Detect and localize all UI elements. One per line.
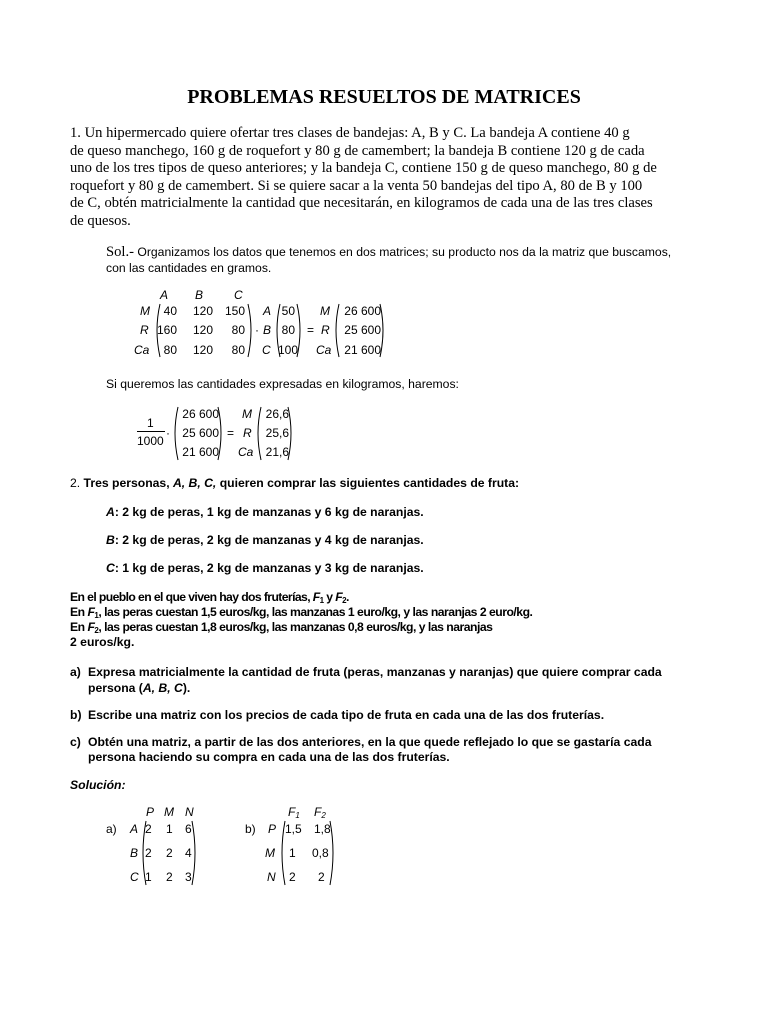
f2-label: F — [314, 805, 322, 819]
matrix-cell: 6 — [185, 822, 192, 836]
multiply-dot: · — [166, 426, 170, 440]
matrix-cell: 1 — [145, 870, 152, 884]
fruterias-line-2 — [70, 605, 532, 620]
matrix-col-header: M — [164, 805, 174, 819]
person-c-line — [106, 561, 424, 575]
matrix-row-label: R — [140, 323, 149, 337]
matrix-col-header — [288, 805, 300, 820]
fruterias-line-3 — [70, 620, 492, 635]
fruterias-text: En el pueblo en el que viven hay dos fruterías, — [70, 590, 313, 604]
matrix-cell: 2 — [145, 822, 152, 836]
matrix-row-label: B — [130, 846, 139, 860]
sol-prefix: Sol.- — [106, 244, 134, 260]
matrix-cell: 1,5 — [285, 822, 302, 836]
problem-1-line: uno de los tres tipos de queso anteriores; y la bandeja C, contiene 150 g de queso manchego, 80 g de — [70, 160, 657, 176]
kg-result-cell: 25,6 — [265, 426, 289, 440]
kg-sentence: Si queremos las cantidades expresadas en kilogramos, haremos: — [106, 377, 459, 391]
question-b-label: b) — [70, 708, 82, 722]
fruterias-en: En — [70, 605, 88, 619]
matrix-row-label: M — [265, 846, 275, 860]
vector-cell: 80 — [281, 323, 295, 337]
fruterias-line-1 — [70, 590, 349, 605]
result-cell: 26 600 — [344, 304, 381, 318]
matrix-cell: 2 — [166, 846, 173, 860]
question-c-line-2: persona haciendo su compra en cada una de las dos fruterías. — [88, 750, 450, 764]
question-a-post: ). — [182, 681, 191, 695]
person-text: : 2 kg de peras, 1 kg de manzanas y 6 kg de naranjas. — [114, 505, 424, 519]
kg-input-cell: 26 600 — [182, 407, 219, 421]
person-a-line — [106, 505, 424, 519]
matrix-cell: 120 — [192, 343, 213, 357]
matrix-row-label: C — [130, 870, 139, 884]
question-c-label: c) — [70, 735, 81, 749]
matrix-cell: 120 — [192, 304, 213, 318]
matrix-row-label: M — [140, 304, 150, 318]
matrix-cell: 80 — [231, 323, 245, 337]
f2-sub: 2 — [342, 596, 346, 605]
problem-1-line: de quesos. — [70, 212, 131, 229]
vector-cell: 100 — [277, 343, 298, 357]
question-a-label: a) — [70, 665, 81, 679]
fraction-bar — [137, 431, 165, 432]
matrix-cell: 80 — [231, 343, 245, 357]
problem-1-line: 1. Un hipermercado quiere ofertar tres clases de bandejas: A, B y C. La bandeja A contiene 40 g — [70, 125, 630, 141]
matrix-col-header — [314, 805, 326, 820]
matrix-cell: 80 — [163, 343, 177, 357]
sol-line-1: Organizamos los datos que tenemos en dos matrices; su producto nos da la matriz que buscamos, — [133, 245, 672, 259]
f1-label: F — [288, 805, 296, 819]
kg-result-cell: 26,6 — [265, 407, 289, 421]
multiply-dot: · — [255, 323, 259, 337]
question-a-line-1: Expresa matricialmente la cantidad de fruta (peras, manzanas y naranjas) que quiere comprar cada — [88, 665, 662, 679]
fruterias-line-4: 2 euros/kg. — [70, 635, 135, 649]
f1-sub: 1 — [295, 811, 300, 820]
f1-label: F — [312, 590, 320, 604]
f1-sub: 1 — [319, 596, 324, 605]
result-row-label: M — [320, 304, 330, 318]
person-text: : 1 kg de peras, 2 kg de manzanas y 3 kg de naranjas. — [114, 561, 424, 575]
f2-sub: 2 — [321, 811, 326, 820]
matrix-cell: 4 — [185, 846, 192, 860]
matrix-b-label: b) — [245, 822, 256, 836]
sol-line-2: con las cantidades en gramos. — [106, 261, 272, 275]
matrix-cell: 1 — [289, 846, 296, 860]
f1-sub: 1 — [94, 611, 99, 620]
matrix-col-header: B — [195, 288, 204, 302]
person-text: : 2 kg de peras, 2 kg de manzanas y 4 kg de naranjas. — [114, 533, 424, 547]
question-a-names: A, B, C — [142, 681, 183, 695]
vector-row-label: B — [263, 323, 272, 337]
problem-2-intro — [70, 476, 519, 490]
matrix-col-header: C — [234, 288, 243, 302]
problem-2-names: A, B, C, — [172, 476, 217, 490]
matrix-cell: 120 — [192, 323, 213, 337]
person-name: C — [106, 561, 115, 575]
matrix-cell: 40 — [163, 304, 177, 318]
vector-cell: 50 — [281, 304, 295, 318]
matrix-cell: 0,8 — [312, 846, 329, 860]
f2-sub: 2 — [94, 626, 99, 635]
vector-row-label: C — [262, 343, 271, 357]
question-a-pre: persona ( — [88, 681, 143, 695]
question-a-line-2 — [88, 681, 190, 695]
problem-2-intro-b: quieren comprar las siguientes cantidades de fruta: — [216, 476, 520, 490]
kg-result-cell: 21,6 — [265, 445, 289, 459]
result-row-label: Ca — [316, 343, 332, 357]
matrix-row-label: N — [267, 870, 276, 884]
solution-1-intro — [106, 243, 671, 261]
matrix-cell: 2 — [166, 870, 173, 884]
question-b-line-1: Escribe una matriz con los precios de cada tipo de fruta en cada una de las dos fruterías. — [88, 708, 605, 722]
equals-sign: = — [307, 323, 315, 337]
kg-row-label: R — [243, 426, 252, 440]
solution-heading: Solución: — [70, 778, 126, 792]
f2-label: F — [335, 590, 343, 604]
matrix-cell: 2 — [318, 870, 325, 884]
person-name: B — [106, 533, 115, 547]
matrix-col-header: P — [146, 805, 155, 819]
matrix-row-label: Ca — [134, 343, 150, 357]
matrix-cell: 2 — [145, 846, 152, 860]
person-b-line — [106, 533, 424, 547]
matrix-cell: 1 — [166, 822, 173, 836]
problem-2-intro-a: Tres personas, — [80, 476, 173, 490]
problem-1-line: roquefort y 80 g de camembert. Si se quiere sacar a la venta 50 bandejas del tipo A, 80 de B y 100 — [70, 177, 643, 194]
problem-1-line: de queso manchego, 160 g de roquefort y 80 g de camembert; la bandeja B contiene 120 g de cada — [70, 142, 645, 159]
kg-row-label: Ca — [238, 445, 254, 459]
kg-input-cell: 25 600 — [182, 426, 219, 440]
equals-sign: = — [227, 426, 235, 440]
matrix-cell: 1,8 — [314, 822, 331, 836]
matrix-a-label: a) — [106, 822, 117, 836]
person-name: A — [106, 505, 115, 519]
matrix-cell: 2 — [289, 870, 296, 884]
fruterias-and: y — [323, 590, 336, 604]
fruterias-text: , las peras cuestan 1,5 euros/kg, las manzanas 1 euro/kg, y las naranjas 2 euro/kg. — [98, 605, 533, 619]
matrix-cell: 150 — [224, 304, 245, 318]
kg-row-label: M — [242, 407, 252, 421]
matrix-col-header: N — [185, 805, 194, 819]
kg-input-cell: 21 600 — [182, 445, 219, 459]
problem-2-number: 2. — [70, 476, 81, 490]
question-c-line-1: Obtén una matriz, a partir de las dos anteriores, en la que quede reflejado lo que se gastaría cada — [88, 735, 652, 749]
matrix-row-label: P — [268, 822, 277, 836]
result-cell: 25 600 — [344, 323, 381, 337]
matrix-col-header: A — [160, 288, 169, 302]
f2-label: F — [87, 620, 95, 634]
vector-row-label: A — [263, 304, 272, 318]
fraction-denominator: 1000 — [137, 434, 164, 448]
result-row-label: R — [321, 323, 330, 337]
matrix-row-label: A — [130, 822, 139, 836]
fruterias-period: . — [346, 590, 349, 604]
fraction-numerator: 1 — [147, 416, 154, 430]
matrix-cell: 3 — [185, 870, 192, 884]
matrix-cell: 160 — [156, 323, 177, 337]
problem-1-line: de C, obtén matricialmente la cantidad que necesitarán, en kilogramos de cada una de las tres clases — [70, 195, 653, 211]
fruterias-en: En — [70, 620, 88, 634]
fruterias-text: , las peras cuestan 1,8 euros/kg, las manzanas 0,8 euros/kg, y las naranjas — [98, 620, 493, 634]
f1-label: F — [87, 605, 95, 619]
result-cell: 21 600 — [344, 343, 381, 357]
page-title: PROBLEMAS RESUELTOS DE MATRICES — [187, 86, 581, 108]
